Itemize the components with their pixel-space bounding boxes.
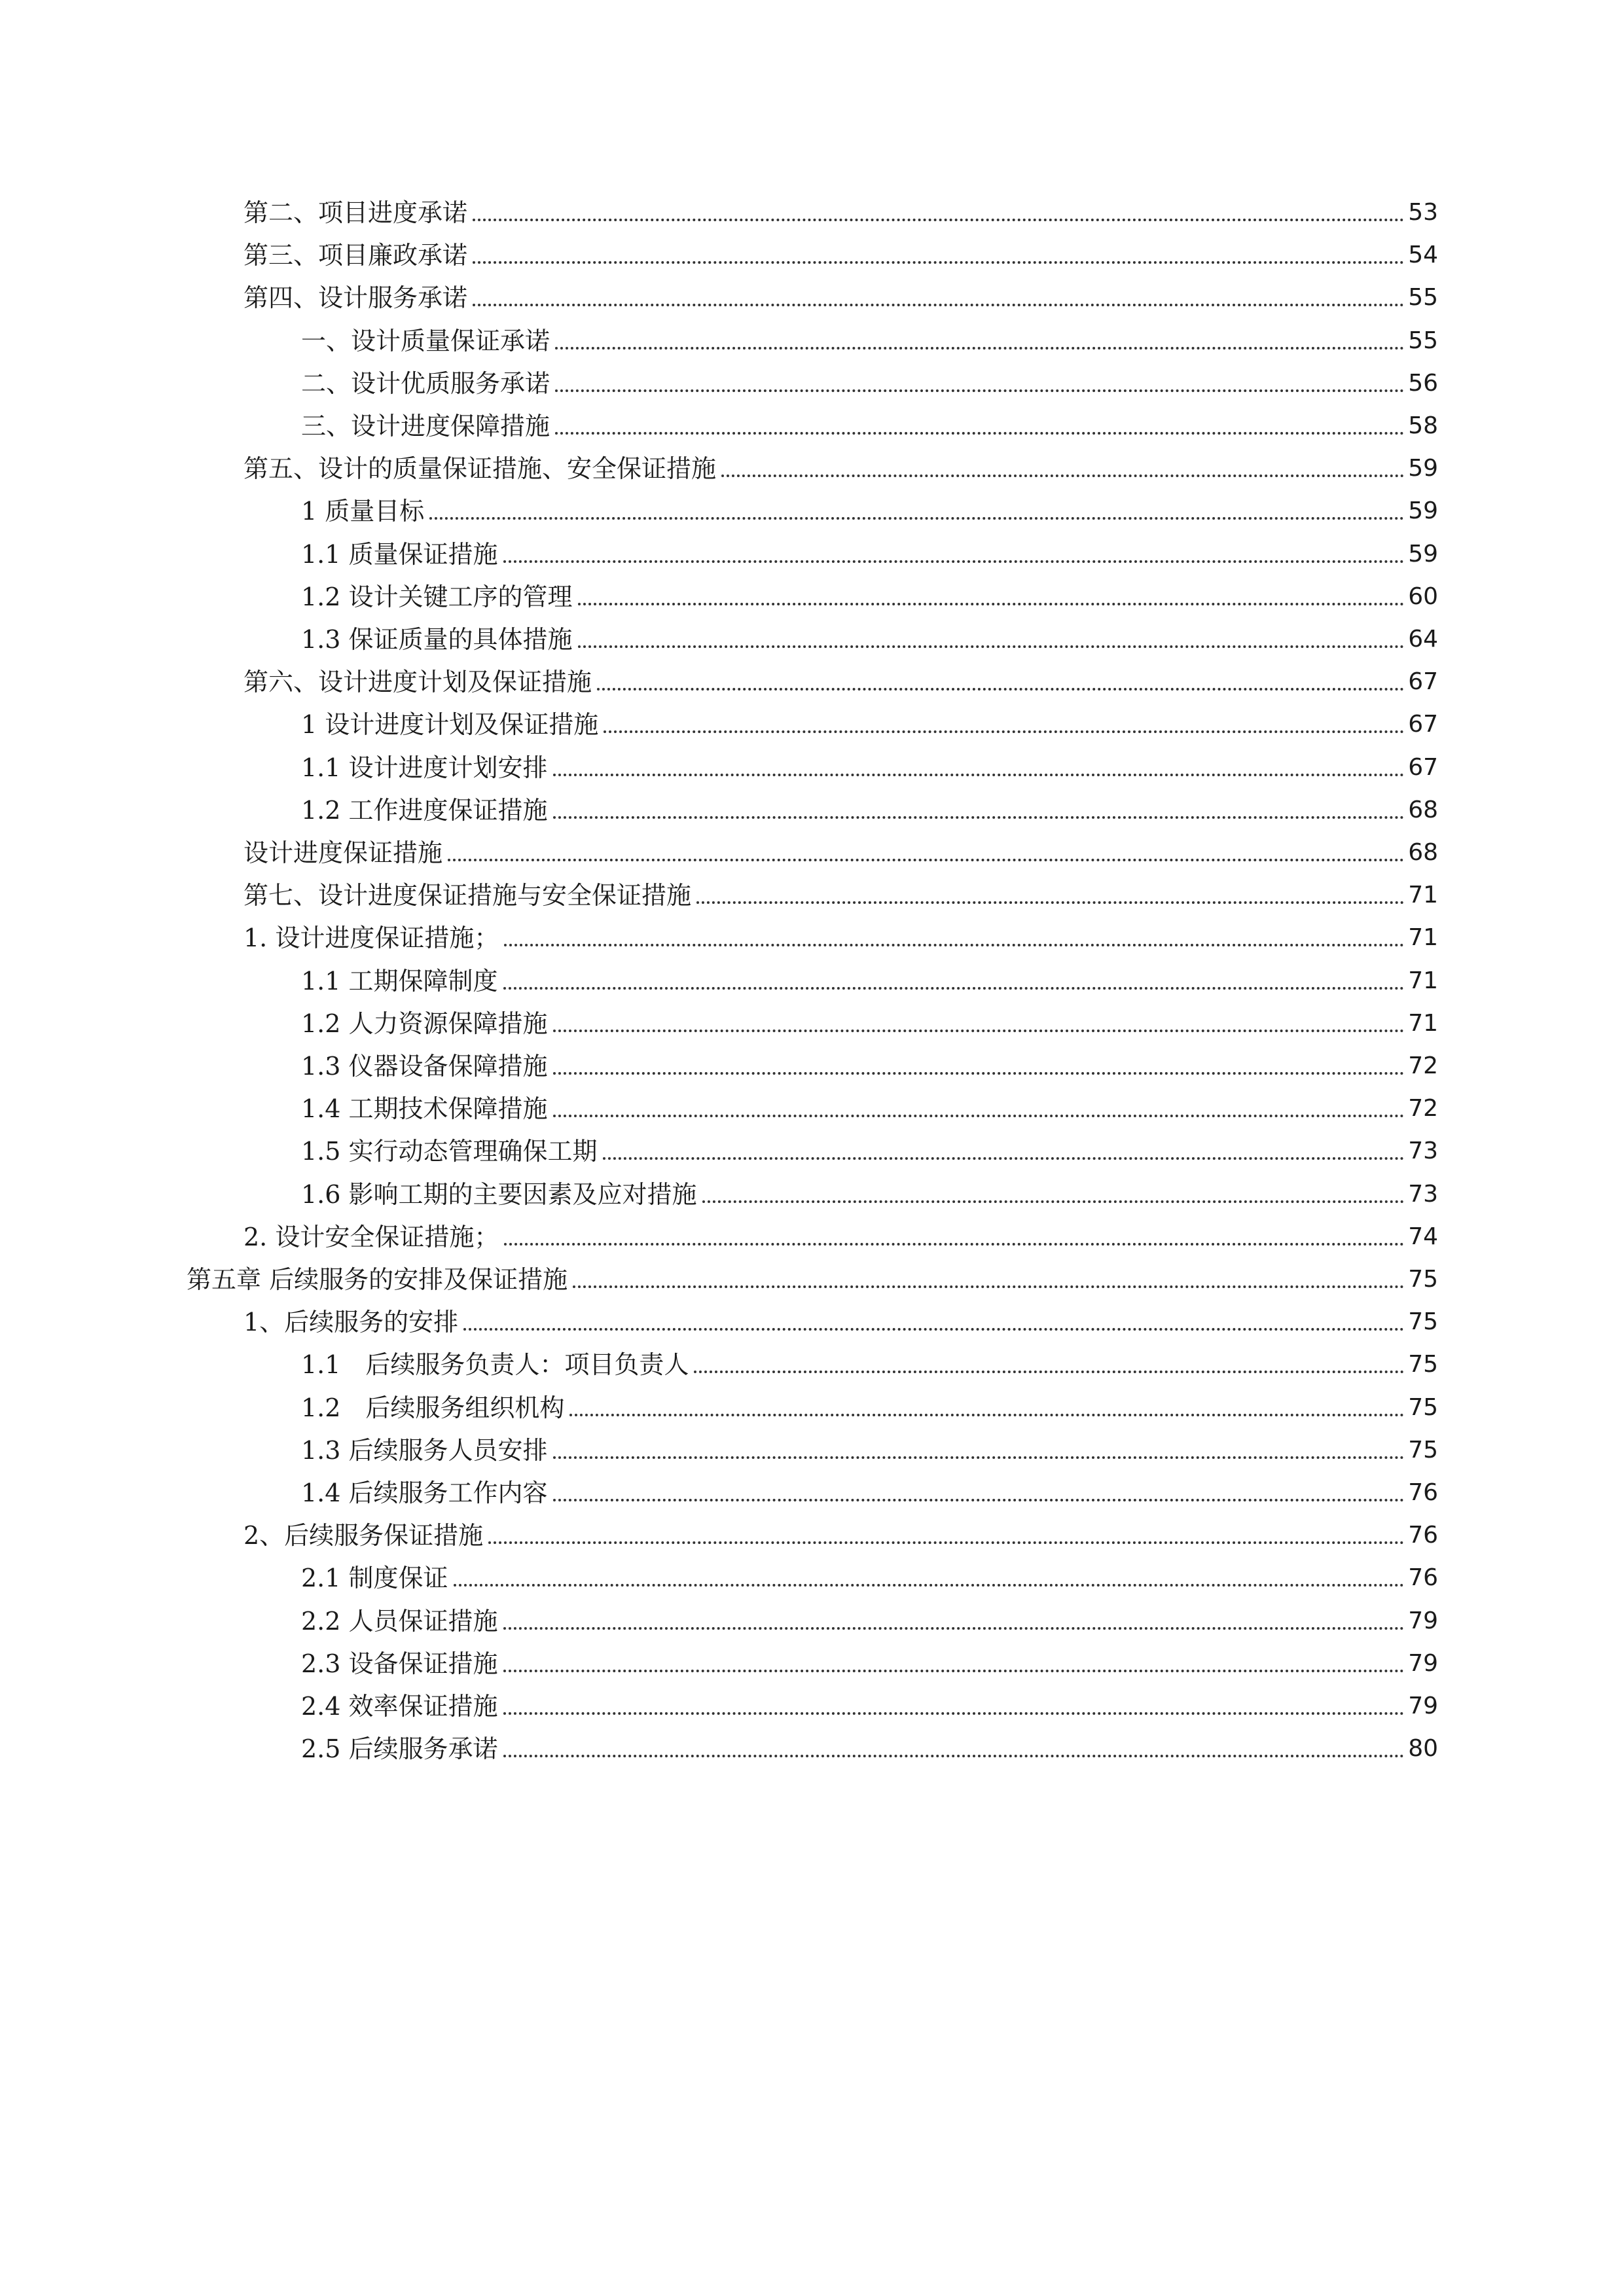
toc-dot-leader: [488, 1541, 1404, 1544]
toc-entry[interactable]: [301, 399, 1438, 441]
toc-entry[interactable]: [301, 1721, 1438, 1764]
toc-entry-title: 1 设计进度计划及保证措施: [301, 710, 599, 739]
toc-entry-title: 第五章 后续服务的安排及保证措施: [187, 1265, 568, 1294]
toc-dot-leader: [503, 1627, 1405, 1630]
toc-dot-leader: [553, 1115, 1405, 1117]
toc-dot-leader: [603, 1157, 1405, 1160]
toc-entry[interactable]: [301, 1167, 1438, 1210]
toc-entry[interactable]: [244, 655, 1438, 697]
toc-entry-page-number: 75: [1408, 1266, 1438, 1293]
toc-entry-page-number: 56: [1408, 370, 1438, 397]
toc-entry-page-number: 75: [1408, 1437, 1438, 1463]
toc-entry-page-number: 55: [1408, 284, 1438, 311]
toc-entry-page-number: 71: [1408, 1010, 1438, 1037]
toc-entry[interactable]: [301, 1337, 1438, 1380]
toc-dot-leader: [553, 816, 1405, 819]
toc-entry-page-number: 79: [1408, 1693, 1438, 1719]
toc-dot-leader: [555, 347, 1404, 350]
toc-entry[interactable]: [301, 1380, 1438, 1423]
toc-entry[interactable]: [301, 1423, 1438, 1465]
toc-entry[interactable]: [301, 314, 1438, 356]
toc-entry-page-number: 76: [1408, 1564, 1438, 1591]
toc-entry[interactable]: [301, 996, 1438, 1039]
toc-dot-leader: [553, 1072, 1405, 1075]
toc-entry-page-number: 79: [1408, 1650, 1438, 1677]
toc-entry[interactable]: [301, 1551, 1438, 1593]
toc-entry[interactable]: [301, 484, 1438, 526]
toc-entry-page-number: 74: [1408, 1223, 1438, 1250]
toc-entry-title: 第四、设计服务承诺: [244, 283, 468, 312]
toc-entry-page-number: 53: [1408, 199, 1438, 226]
toc-dot-leader: [504, 944, 1404, 946]
toc-dot-leader: [553, 1456, 1405, 1459]
toc-entry-title: 2. 设计安全保证措施；: [244, 1223, 499, 1251]
toc-entry[interactable]: [301, 1636, 1438, 1679]
toc-entry-page-number: 79: [1408, 1607, 1438, 1634]
toc-entry-title: 1.3 后续服务人员安排: [301, 1436, 548, 1465]
toc-entry-page-number: 67: [1408, 711, 1438, 738]
toc-entry[interactable]: [301, 569, 1438, 612]
toc-entry-page-number: 75: [1408, 1308, 1438, 1335]
toc-entry[interactable]: [301, 954, 1438, 996]
toc-entry[interactable]: [301, 527, 1438, 569]
toc-entry[interactable]: [301, 1679, 1438, 1721]
toc-entry-page-number: 71: [1408, 924, 1438, 951]
toc-entry-title: 1.2 设计关键工序的管理: [301, 583, 573, 611]
toc-dot-leader: [503, 1670, 1405, 1672]
toc-entry-page-number: 71: [1408, 882, 1438, 908]
toc-dot-leader: [553, 1030, 1405, 1032]
toc-entry-title: 2.2 人员保证措施: [301, 1607, 498, 1636]
toc-dot-leader: [553, 774, 1405, 776]
toc-dot-leader: [448, 859, 1404, 861]
toc-entry[interactable]: [244, 910, 1438, 953]
toc-dot-leader: [429, 517, 1404, 520]
toc-entry-page-number: 72: [1408, 1052, 1438, 1079]
toc-entry-title: 1.1 设计进度计划安排: [301, 753, 548, 782]
toc-entry-title: 1 质量目标: [301, 497, 425, 526]
toc-entry[interactable]: [301, 1465, 1438, 1508]
toc-entry-title: 2.3 设备保证措施: [301, 1649, 498, 1678]
toc-entry-title: 1.3 保证质量的具体措施: [301, 625, 573, 654]
toc-dot-leader: [702, 1200, 1405, 1203]
toc-entry-page-number: 59: [1408, 541, 1438, 567]
toc-entry-page-number: 55: [1408, 327, 1438, 354]
toc-entry[interactable]: [244, 441, 1438, 484]
toc-entry-page-number: 67: [1408, 668, 1438, 695]
toc-entry[interactable]: [301, 783, 1438, 825]
toc-dot-leader: [503, 560, 1405, 563]
toc-entry-page-number: 60: [1408, 583, 1438, 610]
toc-entry-title: 二、设计优质服务承诺: [301, 369, 550, 398]
toc-entry[interactable]: [244, 185, 1438, 228]
toc-entry-page-number: 73: [1408, 1138, 1438, 1164]
toc-entry-page-number: 76: [1408, 1522, 1438, 1549]
toc-entry-title: 2.5 后续服务承诺: [301, 1734, 498, 1763]
toc-entry-page-number: 59: [1408, 497, 1438, 524]
toc-entry-page-number: 68: [1408, 797, 1438, 823]
toc-entry[interactable]: [301, 1124, 1438, 1166]
toc-entry-title: 1.4 工期技术保障措施: [301, 1094, 548, 1123]
toc-entry[interactable]: [187, 1252, 1438, 1295]
toc-dot-leader: [463, 1328, 1404, 1331]
toc-entry-page-number: 80: [1408, 1735, 1438, 1762]
toc-entry-title: 设计进度保证措施: [244, 838, 443, 867]
toc-entry-page-number: 75: [1408, 1351, 1438, 1378]
toc-entry[interactable]: [244, 1210, 1438, 1252]
toc-entry-title: 第五、设计的质量保证措施、安全保证措施: [244, 454, 717, 483]
toc-entry-title: 1.5 实行动态管理确保工期: [301, 1137, 598, 1166]
toc-entry[interactable]: [244, 825, 1438, 868]
toc-dot-leader: [503, 1712, 1405, 1715]
toc-entry[interactable]: [244, 270, 1438, 313]
toc-dot-leader: [454, 1584, 1405, 1587]
toc-entry[interactable]: [301, 1594, 1438, 1636]
toc-entry-title: 1. 设计进度保证措施；: [244, 924, 499, 952]
toc-entry-page-number: 54: [1408, 242, 1438, 268]
toc-dot-leader: [578, 603, 1405, 605]
toc-dot-leader: [555, 389, 1404, 392]
toc-entry-title: 第六、设计进度计划及保证措施: [244, 668, 592, 696]
toc-entry-title: 1、后续服务的安排: [244, 1308, 459, 1336]
toc-dot-leader: [578, 645, 1405, 648]
toc-entry[interactable]: [244, 1295, 1438, 1337]
toc-entry-title: 三、设计进度保障措施: [301, 412, 550, 440]
toc-dot-leader: [473, 219, 1404, 221]
toc-entry-title: 一、设计质量保证承诺: [301, 327, 550, 355]
toc-entry-title: 1.1 后续服务负责人：项目负责人: [301, 1350, 689, 1379]
toc-entry-title: 2、后续服务保证措施: [244, 1521, 484, 1550]
toc-entry-page-number: 73: [1408, 1181, 1438, 1208]
toc-entry-title: 1.6 影响工期的主要因素及应对措施: [301, 1180, 697, 1209]
toc-entry-title: 1.1 质量保证措施: [301, 540, 498, 569]
toc-entry-page-number: 64: [1408, 626, 1438, 653]
toc-dot-leader: [555, 432, 1404, 435]
toc-entry-title: 1.1 工期保障制度: [301, 967, 498, 996]
toc-entry-title: 1.4 后续服务工作内容: [301, 1479, 548, 1507]
toc-dot-leader: [473, 261, 1404, 264]
toc-dot-leader: [569, 1414, 1404, 1416]
toc-entry-title: 第七、设计进度保证措施与安全保证措施: [244, 881, 692, 910]
toc-entry-page-number: 59: [1408, 455, 1438, 482]
toc-entry-title: 第二、项目进度承诺: [244, 198, 468, 227]
toc-entry[interactable]: [244, 868, 1438, 910]
toc-entry[interactable]: [301, 1039, 1438, 1081]
toc-dot-leader: [721, 475, 1404, 477]
toc-entry-page-number: 76: [1408, 1479, 1438, 1506]
toc-entry[interactable]: [244, 228, 1438, 270]
toc-entry-page-number: 68: [1408, 839, 1438, 866]
toc-dot-leader: [503, 987, 1405, 990]
toc-entry-title: 2.1 制度保证: [301, 1564, 448, 1592]
toc-entry-page-number: 72: [1408, 1095, 1438, 1122]
toc-entry-title: 第三、项目廉政承诺: [244, 241, 468, 270]
toc-entry[interactable]: [244, 1508, 1438, 1551]
toc-entry[interactable]: [301, 1081, 1438, 1124]
toc-dot-leader: [553, 1499, 1405, 1501]
toc-entry-page-number: 67: [1408, 754, 1438, 781]
toc-entry[interactable]: [301, 740, 1438, 783]
toc-entry-title: 1.2 人力资源保障措施: [301, 1009, 548, 1038]
toc-dot-leader: [694, 1371, 1404, 1373]
toc-entry-page-number: 71: [1408, 967, 1438, 994]
toc-entry[interactable]: [301, 356, 1438, 399]
toc-dot-leader: [604, 730, 1404, 733]
toc-entry-page-number: 75: [1408, 1394, 1438, 1421]
toc-dot-leader: [696, 901, 1404, 904]
toc-entry-title: 1.2 后续服务组织机构: [301, 1393, 565, 1422]
toc-entry[interactable]: [301, 697, 1438, 740]
toc-dot-leader: [573, 1285, 1404, 1288]
toc-entry-title: 2.4 效率保证措施: [301, 1692, 498, 1721]
toc-entry-title: 1.3 仪器设备保障措施: [301, 1052, 548, 1081]
toc-dot-leader: [473, 304, 1404, 306]
toc-entry-page-number: 58: [1408, 412, 1438, 439]
toc-dot-leader: [597, 688, 1404, 691]
toc-dot-leader: [504, 1243, 1404, 1246]
toc-entry[interactable]: [301, 612, 1438, 655]
toc-entry-title: 1.2 工作进度保证措施: [301, 796, 548, 825]
toc-dot-leader: [503, 1755, 1405, 1757]
